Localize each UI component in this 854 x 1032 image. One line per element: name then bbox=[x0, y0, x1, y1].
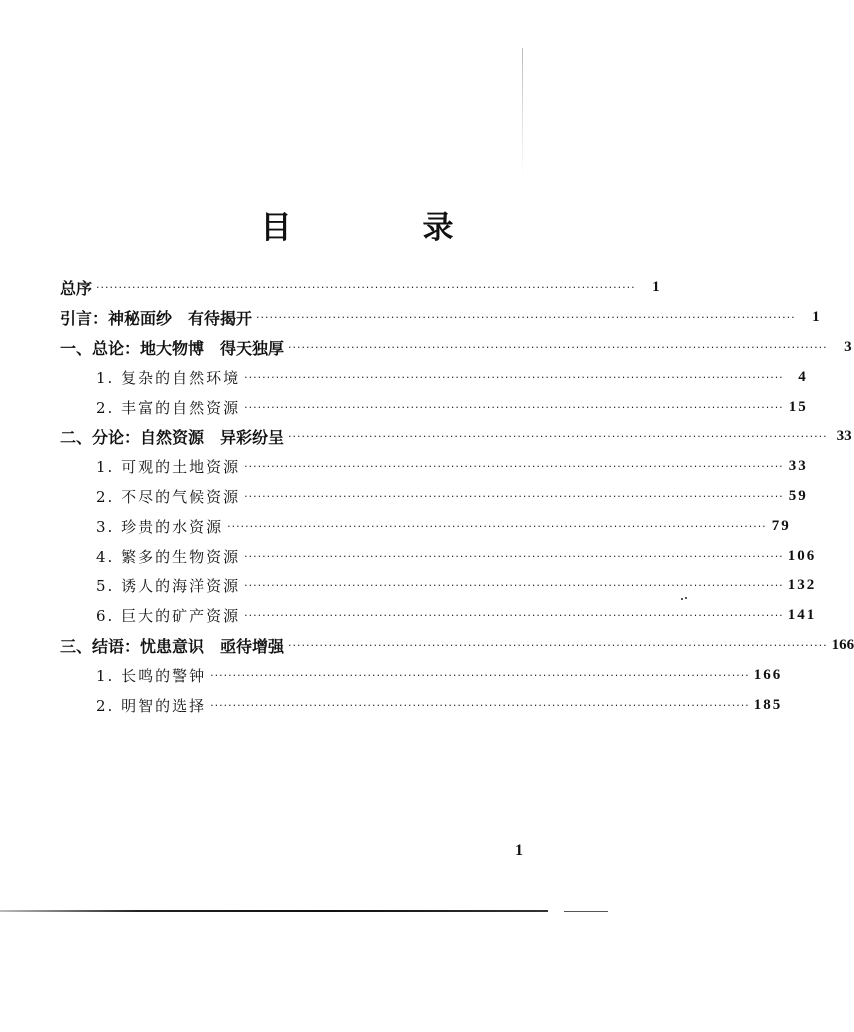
toc-entry-page: 33 bbox=[788, 458, 808, 475]
toc-entry-label: 1. 可观的土地资源 bbox=[96, 458, 241, 477]
dot-leader: ························································································································ bbox=[210, 668, 750, 682]
toc-entry-label: 4. 繁多的生物资源 bbox=[96, 547, 241, 566]
toc-entry-label: 1. 复杂的自然环境 bbox=[96, 368, 241, 387]
toc-entry[interactable] bbox=[60, 303, 820, 333]
dot-leader: ························································································································ bbox=[244, 609, 784, 623]
toc-entry[interactable] bbox=[60, 392, 808, 422]
toc-entry[interactable] bbox=[60, 482, 808, 512]
toc-entry[interactable] bbox=[60, 333, 852, 363]
toc-entry-page: 4 bbox=[798, 368, 808, 385]
toc-entry-page: 132 bbox=[787, 577, 817, 594]
dot-leader: ························································································································ bbox=[244, 460, 784, 474]
toc-entry[interactable] bbox=[60, 631, 854, 661]
dot-leader: ························································································································ bbox=[227, 519, 767, 533]
dot-leader: ························································································································ bbox=[244, 579, 784, 593]
toc-entry-page: 3 bbox=[844, 338, 852, 355]
toc-entry-page: 185 bbox=[753, 696, 783, 713]
toc-entry[interactable] bbox=[60, 690, 783, 720]
dot-leader: ························································································································ bbox=[288, 430, 828, 444]
scan-mark bbox=[522, 48, 523, 178]
dot-leader: ························································································································ bbox=[210, 698, 750, 712]
toc-entry[interactable] bbox=[60, 511, 791, 541]
toc-entry-label: 3. 珍贵的水资源 bbox=[96, 517, 224, 536]
toc-entry-label: 5. 诱人的海洋资源 bbox=[96, 577, 241, 596]
dot-leader: ························································································································ bbox=[244, 370, 784, 384]
bottom-rule-short bbox=[564, 911, 608, 912]
toc-entry-label: 总序 bbox=[60, 279, 93, 299]
table-of-contents bbox=[60, 273, 854, 720]
toc-entry-label: 三、结语：忧患意识 亟待增强 bbox=[60, 636, 285, 656]
toc-entry-page: 1 bbox=[652, 279, 660, 296]
bottom-rule bbox=[0, 910, 548, 912]
toc-entry-page: 166 bbox=[753, 666, 783, 683]
toc-entry-page: 141 bbox=[787, 607, 817, 624]
toc-entry-label: 2. 丰富的自然资源 bbox=[96, 398, 241, 417]
toc-entry-label: 1. 长鸣的警钟 bbox=[96, 666, 207, 685]
toc-entry[interactable] bbox=[60, 601, 817, 631]
toc-entry-page: 106 bbox=[787, 547, 817, 564]
dot-leader: ························································································································ bbox=[256, 311, 796, 325]
toc-entry-label: 2. 明智的选择 bbox=[96, 696, 207, 715]
scan-speck bbox=[681, 597, 687, 600]
dot-leader: ························································································································ bbox=[288, 340, 828, 354]
toc-entry[interactable] bbox=[60, 452, 808, 482]
dot-leader: ························································································································ bbox=[96, 281, 636, 295]
toc-entry[interactable] bbox=[60, 422, 852, 452]
page-title: 目 录 bbox=[260, 210, 504, 246]
toc-entry-label: 2. 不尽的气候资源 bbox=[96, 487, 241, 506]
toc-entry[interactable] bbox=[60, 273, 660, 303]
page-number: 1 bbox=[515, 842, 523, 859]
toc-entry[interactable] bbox=[60, 541, 817, 571]
toc-entry[interactable] bbox=[60, 571, 817, 601]
toc-entry-page: 59 bbox=[788, 487, 808, 504]
toc-entry-page: 166 bbox=[831, 636, 854, 653]
toc-entry-label: 6. 巨大的矿产资源 bbox=[96, 607, 241, 626]
toc-entry[interactable] bbox=[60, 660, 783, 690]
toc-entry-label: 二、分论：自然资源 异彩纷呈 bbox=[60, 428, 285, 448]
dot-leader: ························································································································ bbox=[288, 638, 828, 652]
toc-entry-page: 79 bbox=[771, 517, 791, 534]
toc-entry-page: 33 bbox=[836, 428, 852, 445]
dot-leader: ························································································································ bbox=[244, 489, 784, 503]
toc-entry-page: 15 bbox=[788, 398, 808, 415]
toc-entry-label: 引言：神秘面纱 有待揭开 bbox=[60, 309, 253, 329]
toc-entry-label: 一、总论：地大物博 得天独厚 bbox=[60, 338, 285, 358]
dot-leader: ························································································································ bbox=[244, 549, 784, 563]
toc-entry[interactable] bbox=[60, 362, 808, 392]
toc-entry-page: 1 bbox=[812, 309, 820, 326]
dot-leader: ························································································································ bbox=[244, 400, 784, 414]
